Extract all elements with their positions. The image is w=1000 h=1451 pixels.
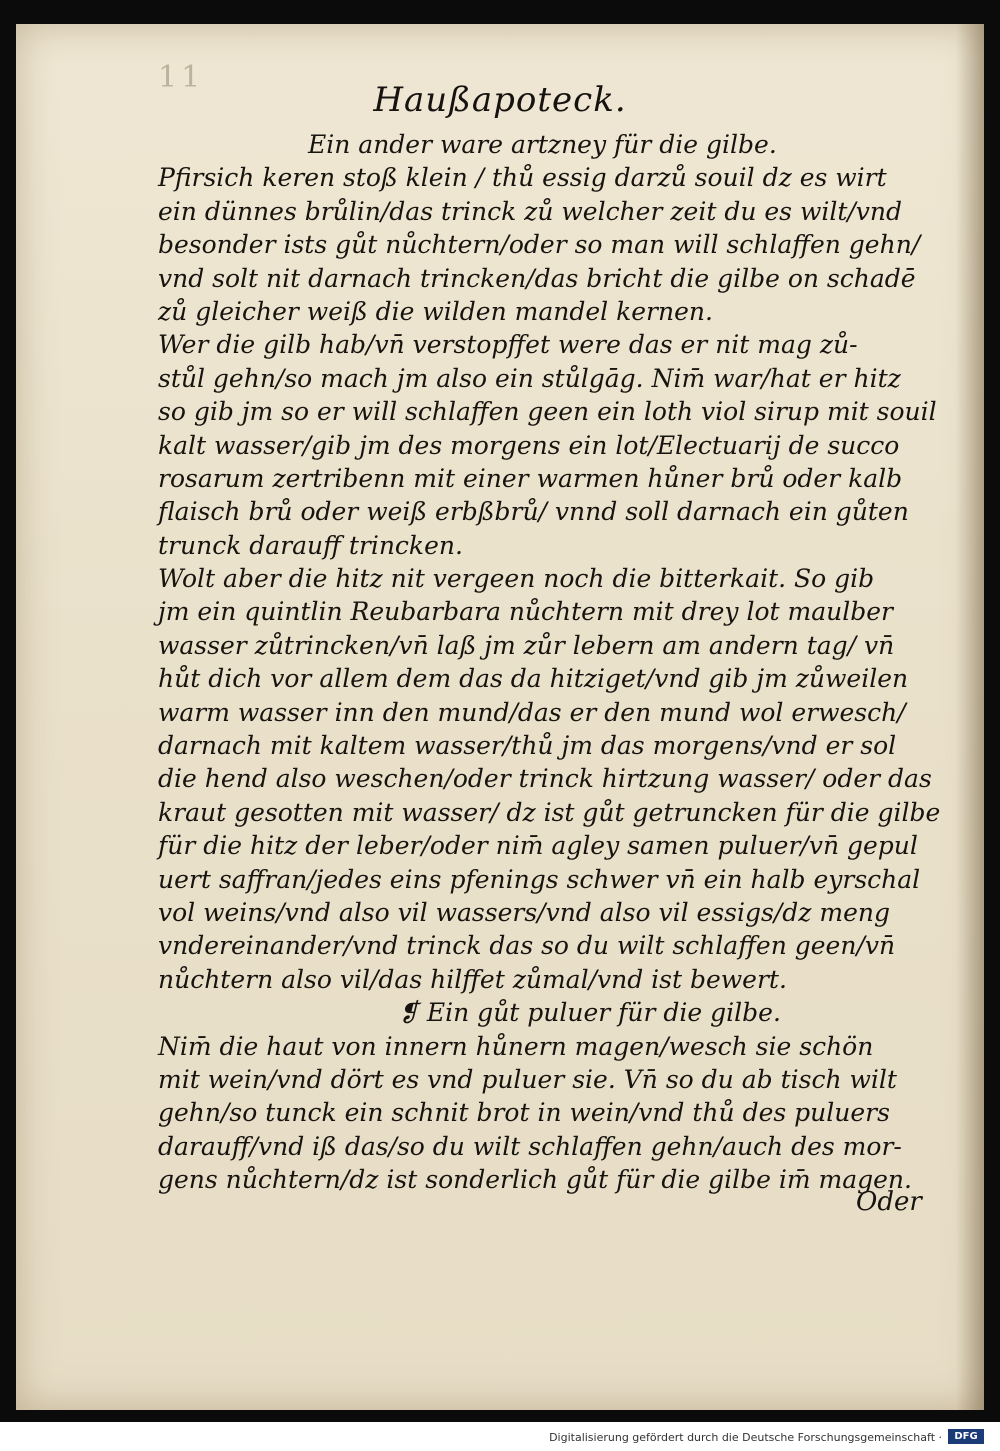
text-line: Wer die gilb hab/vn̄ verstopffet were das er nit mag zů- — [158, 330, 858, 360]
section-heading: Ein ander ware artzney für die gilbe. — [308, 130, 777, 159]
text-line: kalt wasser/gib jm des morgens ein lot/Electuarij de succo — [158, 430, 900, 460]
footer-bar — [0, 1422, 1000, 1451]
text-line: kraut gesotten mit wasser/ dz ist gůt getruncken für die gilbe — [158, 797, 941, 827]
text-line: zů gleicher weiß die wilden mandel kernen. — [158, 296, 713, 326]
section-heading: ❡ Ein gůt puluer für die gilbe. — [398, 998, 781, 1028]
page-gutter-shadow — [956, 24, 984, 1410]
text-line: trunck darauff trincken. — [158, 530, 463, 560]
text-line: vndereinander/vnd trinck das so du wilt schlaffen geen/vn̄ — [158, 931, 896, 961]
text-line: vol weins/vnd also vil wassers/vnd also vil essigs/dz meng — [158, 897, 890, 927]
text-line: besonder ists gůt nůchtern/oder so man will schlaffen gehn/ — [158, 230, 921, 260]
text-line: hůt dich vor allem dem das da hitziget/vnd gib jm zůweilen — [158, 664, 909, 694]
text-line: flaisch brů oder weiß erbßbrů/ vnnd soll darnach ein gůten — [158, 497, 909, 527]
dfg-logo[interactable]: DFG — [948, 1429, 984, 1444]
text-line: Nim̄ die haut von innern hůnern magen/wesch sie schön — [158, 1031, 874, 1061]
text-line: darnach mit kaltem wasser/thů jm das morgens/vnd er sol — [158, 731, 897, 761]
text-line: stůl gehn/so mach jm also ein stůlgāg. Nim̄ war/hat er hitz — [158, 363, 901, 393]
text-line: rosarum zertribenn mit einer warmen hůner brů oder kalb — [158, 463, 903, 493]
text-block — [158, 128, 948, 1197]
text-line: uert saffran/jedes eins pfenings schwer vn̄ ein halb eyrschal — [158, 864, 921, 894]
text-line: vnd solt nit darnach trincken/das bricht die gilbe on schadē — [158, 263, 916, 293]
book-page — [16, 24, 984, 1410]
text-line: für die hitz der leber/oder nim̄ agley samen puluer/vn̄ gepul — [158, 831, 918, 861]
text-line: warm wasser inn den mund/das er den mund wol erwesch/ — [158, 697, 906, 727]
text-line: jm ein quintlin Reubarbara nůchtern mit drey lot maulber — [158, 597, 893, 627]
text-line: gens nůchtern/dz ist sonderlich gůt für die gilbe im̄ magen. — [158, 1165, 912, 1195]
funding-credit: Digitalisierung gefördert durch die Deutsche Forschungsgemeinschaft · — [549, 1431, 942, 1444]
text-line: Wolt aber die hitz nit vergeen noch die bitterkait. So gib — [158, 564, 875, 594]
running-head: Haußapoteck. — [373, 80, 627, 120]
text-line: ein dünnes brůlin/das trinck zů welcher zeit du es wilt/vnd — [158, 196, 903, 226]
text-line: mit wein/vnd dört es vnd puluer sie. Vn̄ so du ab tisch wilt — [158, 1064, 897, 1094]
text-line: darauff/vnd iß das/so du wilt schlaffen gehn/auch des mor- — [158, 1131, 902, 1161]
text-line: nůchtern also vil/das hilffet zůmal/vnd ist bewert. — [158, 964, 787, 994]
text-line: wasser zůtrincken/vn̄ laß jm zůr lebern am andern tag/ vn̄ — [158, 630, 895, 660]
page-number: 11 — [158, 60, 205, 95]
text-line: die hend also weschen/oder trinck hirtzung wasser/ oder das — [158, 764, 932, 794]
text-line: gehn/so tunck ein schnit brot in wein/vnd thů des puluers — [158, 1098, 890, 1128]
text-line: Pfirsich keren stoß klein / thů essig darzů souil dz es wirt — [158, 163, 887, 193]
catchword: Oder — [856, 1187, 922, 1217]
text-line: so gib jm so er will schlaffen geen ein loth viol sirup mit souil — [158, 397, 937, 427]
